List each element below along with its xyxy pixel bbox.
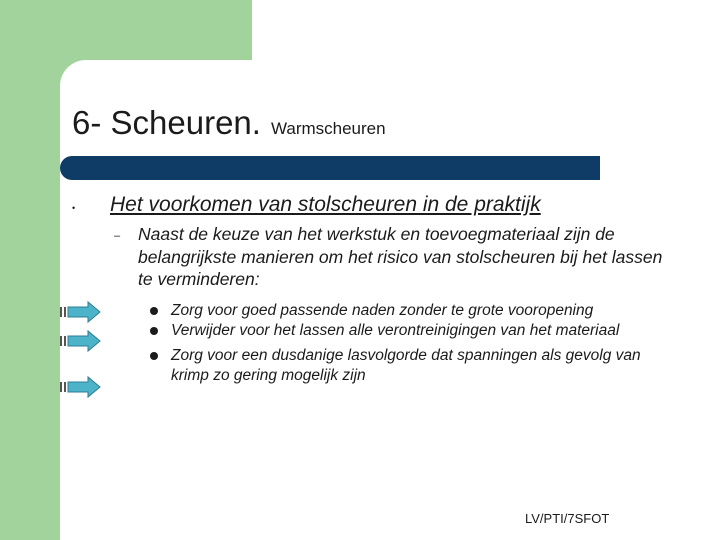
bullet-dot <box>150 327 158 335</box>
slide-subtitle: Warmscheuren <box>270 119 386 138</box>
arrow-right-icon <box>58 329 102 353</box>
list-item <box>150 321 670 341</box>
list-item-text: Zorg voor een dusdanige lasvolgorde dat spanningen als gevolg van krimp zo gering mogelijk zijn <box>171 347 641 384</box>
bullet-dot <box>150 307 158 315</box>
list-item <box>150 301 670 321</box>
list-item-text: Verwijder voor het lassen alle verontreinigingen van het materiaal <box>171 322 620 339</box>
list-item-text: Zorg voor goed passende naden zonder te grote vooropening <box>171 302 594 319</box>
bullet-dot: • <box>72 203 76 213</box>
list-item <box>150 346 670 386</box>
slide-title-row <box>72 104 386 142</box>
arrow-right-icon <box>58 375 102 399</box>
intro-paragraph: Naast de keuze van het werkstuk en toevoegmateriaal zijn de belangrijkste manieren om het risico van stolscheuren bij het lassen te verminderen: <box>138 224 663 289</box>
arrow-right-icon <box>58 300 102 324</box>
bullet-dot <box>150 352 158 360</box>
slide-footer: LV/PTI/7SFOT <box>525 511 610 526</box>
title-underline-bar <box>60 156 600 180</box>
dash-bullet: – <box>114 230 121 242</box>
slide-title: 6- Scheuren. <box>72 104 261 141</box>
measure-list <box>150 301 670 386</box>
section-heading: Het voorkomen van stolscheuren in de praktijk <box>110 193 541 216</box>
